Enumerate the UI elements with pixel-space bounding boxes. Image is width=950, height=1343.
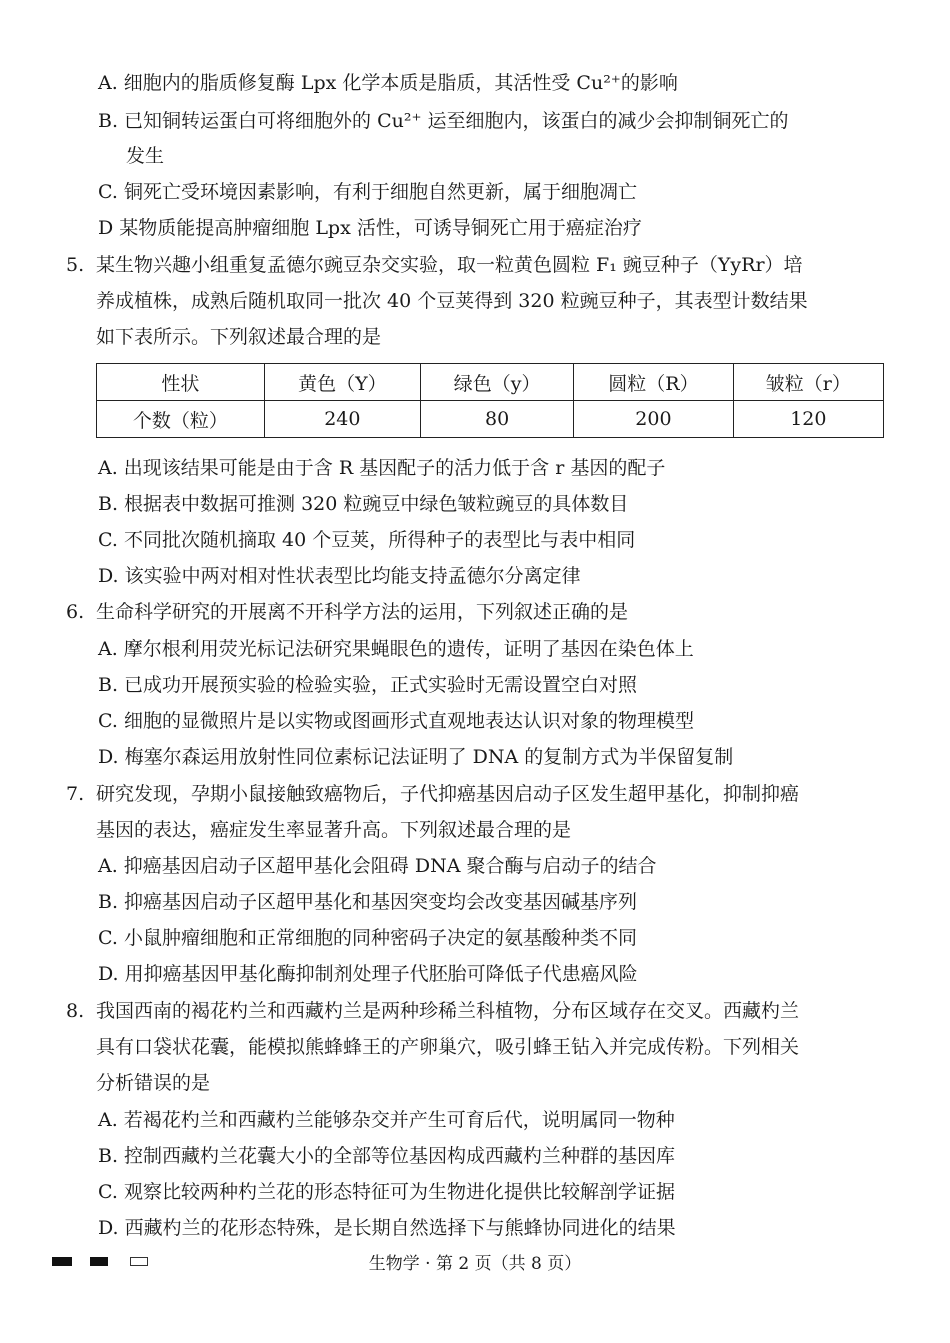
q8-option-b: B. 控制西藏杓兰花囊大小的全部等位基因构成西藏杓兰种群的基因库 (98, 1145, 676, 1167)
q4-option-c: C. 铜死亡受环境因素影响，有利于细胞自然更新，属于细胞凋亡 (98, 181, 637, 203)
q5-stem-line-3: 如下表所示。下列叙述最合理的是 (96, 326, 382, 348)
q5-stem-line-2: 养成植株，成熟后随机取同一批次 40 个豆荚得到 320 粒豌豆种子，其表型计数结果 (96, 290, 808, 312)
table-header-cell: 黄色（Y） (264, 364, 420, 401)
q6-option-b: B. 已成功开展预实验的检验实验，正式实验时无需设置空白对照 (98, 674, 638, 696)
q8-stem-line-3: 分析错误的是 (96, 1072, 211, 1094)
table-row (97, 401, 884, 438)
page-footer: 生物学 · 第 2 页（共 8 页） (368, 1254, 582, 1274)
table-cell: 240 (264, 401, 420, 438)
q6-option-a: A. 摩尔根利用荧光标记法研究果蝇眼色的遗传，证明了基因在染色体上 (98, 638, 694, 660)
q8-stem-line-2: 具有口袋状花囊，能模拟熊蜂蜂王的产卵巢穴，吸引蜂王钻入并完成传粉。下列相关 (96, 1036, 800, 1058)
q6-option-c: C. 细胞的显微照片是以实物或图画形式直观地表达认识对象的物理模型 (98, 710, 694, 732)
q8-option-c: C. 观察比较两种杓兰花的形态特征可为生物进化提供比较解剖学证据 (98, 1181, 675, 1203)
q5-option-a: A. 出现该结果可能是由于含 R 基因配子的活力低于含 r 基因的配子 (98, 457, 666, 479)
table-header-cell: 性状 (97, 364, 265, 401)
q5-option-c: C. 不同批次随机摘取 40 个豆荚，所得种子的表型比与表中相同 (98, 529, 636, 551)
table-header-cell: 皱粒（r） (733, 364, 883, 401)
q4-option-b: B. 已知铜转运蛋白可将细胞外的 Cu²⁺ 运至细胞内，该蛋白的减少会抑制铜死亡的 (98, 110, 789, 132)
q7-option-a: A. 抑癌基因启动子区超甲基化会阻碍 DNA 聚合酶与启动子的结合 (98, 855, 657, 877)
q7-stem-line-1: 研究发现，孕期小鼠接触致癌物后，子代抑癌基因启动子区发生超甲基化，抑制抑癌 (96, 783, 800, 805)
q7-number: 7. (66, 783, 85, 805)
q7-option-c: C. 小鼠肿瘤细胞和正常细胞的同种密码子决定的氨基酸种类不同 (98, 927, 637, 949)
q5-stem-line-1: 某生物兴趣小组重复孟德尔豌豆杂交实验，取一粒黄色圆粒 F₁ 豌豆种子（YyRr）培 (96, 254, 803, 276)
q7-option-d: D. 用抑癌基因甲基化酶抑制剂处理子代胚胎可降低子代患癌风险 (98, 963, 638, 985)
table-cell: 80 (421, 401, 574, 438)
q7-option-b: B. 抑癌基因启动子区超甲基化和基因突变均会改变基因碱基序列 (98, 891, 638, 913)
table-header-cell: 圆粒（R） (574, 364, 733, 401)
q6-option-d: D. 梅塞尔森运用放射性同位素标记法证明了 DNA 的复制方式为半保留复制 (98, 746, 734, 768)
q6-stem: 生命科学研究的开展离不开科学方法的运用，下列叙述正确的是 (96, 601, 629, 623)
q8-stem-line-1: 我国西南的褐花杓兰和西藏杓兰是两种珍稀兰科植物，分布区域存在交叉。西藏杓兰 (96, 1000, 800, 1022)
q8-option-d: D. 西藏杓兰的花形态特殊，是长期自然选择下与熊蜂协同进化的结果 (98, 1217, 676, 1239)
trait-count-table (96, 363, 884, 438)
q4-option-d: D 某物质能提高肿瘤细胞 Lpx 活性，可诱导铜死亡用于癌症治疗 (98, 217, 642, 239)
table-cell: 200 (574, 401, 733, 438)
q8-number: 8. (66, 1000, 85, 1022)
q8-option-a: A. 若褐花杓兰和西藏杓兰能够杂交并产生可育后代，说明属同一物种 (98, 1109, 675, 1131)
q4-option-b-cont: 发生 (126, 145, 165, 167)
q5-option-b: B. 根据表中数据可推测 320 粒豌豆中绿色皱粒豌豆的具体数目 (98, 493, 629, 515)
table-header-cell: 绿色（y） (421, 364, 574, 401)
q4-option-a: A. 细胞内的脂质修复酶 Lpx 化学本质是脂质，其活性受 Cu²⁺的影响 (98, 72, 678, 94)
table-cell: 120 (733, 401, 883, 438)
table-header-row (97, 364, 884, 401)
q6-number: 6. (66, 601, 85, 623)
table-cell: 个数（粒） (97, 401, 265, 438)
q5-number: 5. (66, 254, 85, 276)
q5-option-d: D. 该实验中两对相对性状表型比均能支持孟德尔分离定律 (98, 565, 581, 587)
q7-stem-line-2: 基因的表达，癌症发生率显著升高。下列叙述最合理的是 (96, 819, 572, 841)
